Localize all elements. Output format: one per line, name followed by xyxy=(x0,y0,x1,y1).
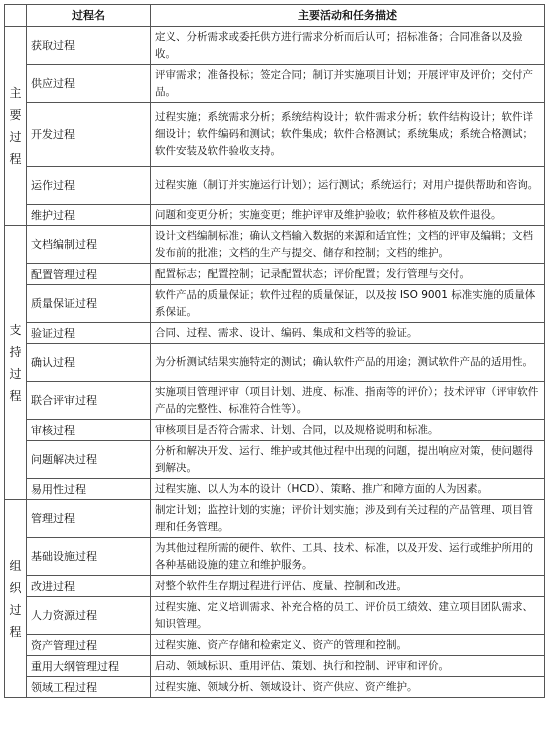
table-row xyxy=(5,576,545,597)
table-row xyxy=(5,226,545,264)
table-row xyxy=(5,323,545,344)
process-description: 评审需求；准备投标；签定合同；制订并实施项目计划；开展评审及评价；交付产品。 xyxy=(151,65,545,103)
table-row xyxy=(5,441,545,479)
process-description: 软件产品的质量保证；软件过程的质量保证，以及按 ISO 9001 标准实施的质量体系保证。 xyxy=(151,285,545,323)
table-row xyxy=(5,677,545,698)
process-name: 联合评审过程 xyxy=(27,382,151,420)
process-description: 过程实施（制订并实施运行计划）；运行测试；系统运行；对用户提供帮助和咨询。 xyxy=(151,167,545,205)
process-description: 制定计划；监控计划的实施；评价计划实施；涉及到有关过程的产品管理、项目管理和任务管理。 xyxy=(151,500,545,538)
process-name: 验证过程 xyxy=(27,323,151,344)
process-description: 过程实施、资产存储和检索定义、资产的管理和控制。 xyxy=(151,635,545,656)
process-description: 过程实施、以人为本的设计（HCD）、策略、推广和障方面的人为因素。 xyxy=(151,479,545,500)
table-row xyxy=(5,500,545,538)
process-description: 问题和变更分析；实施变更；维护评审及维护验收；软件移植及软件退役。 xyxy=(151,205,545,226)
group-label-primary: 主 要 过 程 xyxy=(5,27,27,226)
table-row xyxy=(5,635,545,656)
process-name: 基础设施过程 xyxy=(27,538,151,576)
process-name: 资产管理过程 xyxy=(27,635,151,656)
table-row xyxy=(5,382,545,420)
table-row xyxy=(5,65,545,103)
process-description: 过程实施、领域分析、领域设计、资产供应、资产维护。 xyxy=(151,677,545,698)
process-description: 配置标志；配置控制；记录配置状态；评价配置；发行管理与交付。 xyxy=(151,264,545,285)
process-name: 开发过程 xyxy=(27,103,151,167)
process-description: 过程实施；系统需求分析；系统结构设计；软件需求分析；软件结构设计；软件详细设计；软件编码和测试；软件集成；软件合格测试；系统集成；系统合格测试；软件安装及软件验收支持。 xyxy=(151,103,545,167)
process-description: 定义、分析需求或委托供方进行需求分析而后认可；招标准备；合同准备以及验收。 xyxy=(151,27,545,65)
process-description: 过程实施、定义培训需求、补充合格的员工、评价员工绩效、建立项目团队需求、知识管理。 xyxy=(151,597,545,635)
table-row xyxy=(5,420,545,441)
process-description: 合同、过程、需求、设计、编码、集成和文档等的验证。 xyxy=(151,323,545,344)
process-name: 维护过程 xyxy=(27,205,151,226)
process-name: 供应过程 xyxy=(27,65,151,103)
process-description: 审核项目是否符合需求、计划、合同，以及规格说明和标准。 xyxy=(151,420,545,441)
process-name: 文档编制过程 xyxy=(27,226,151,264)
header-blank xyxy=(5,5,27,27)
table-row xyxy=(5,167,545,205)
process-description: 为其他过程所需的硬件、软件、工具、技术、标准，以及开发、运行或维护所用的各种基础设施的建立和维护服务。 xyxy=(151,538,545,576)
table-row xyxy=(5,27,545,65)
group-label-supporting: 支 持 过 程 xyxy=(5,226,27,500)
header-process-name: 过程名 xyxy=(27,5,151,27)
table-row xyxy=(5,479,545,500)
process-description: 设计文档编制标准；确认文档输入数据的来源和适宜性；文档的评审及编辑；文档发布前的批准；文档的生产与提交、储存和控制；文档的维护。 xyxy=(151,226,545,264)
table-header-row xyxy=(5,5,545,27)
table-row xyxy=(5,656,545,677)
process-name: 质量保证过程 xyxy=(27,285,151,323)
process-description: 为分析测试结果实施特定的测试；确认软件产品的用途；测试软件产品的适用性。 xyxy=(151,344,545,382)
process-name: 审核过程 xyxy=(27,420,151,441)
process-table xyxy=(4,4,545,698)
process-name: 配置管理过程 xyxy=(27,264,151,285)
process-name: 人力资源过程 xyxy=(27,597,151,635)
header-description: 主要活动和任务描述 xyxy=(151,5,545,27)
process-name: 问题解决过程 xyxy=(27,441,151,479)
process-description: 分析和解决开发、运行、维护或其他过程中出现的问题，提出响应对策，使问题得到解决。 xyxy=(151,441,545,479)
table-row xyxy=(5,285,545,323)
process-description: 实施项目管理评审（项目计划、进度、标准、指南等的评价）；技术评审（评审软件产品的完整性、标准符合性等）。 xyxy=(151,382,545,420)
process-name: 确认过程 xyxy=(27,344,151,382)
process-description: 对整个软件生存期过程进行评估、度量、控制和改进。 xyxy=(151,576,545,597)
table-row xyxy=(5,205,545,226)
process-name: 改进过程 xyxy=(27,576,151,597)
process-name: 运作过程 xyxy=(27,167,151,205)
table-row xyxy=(5,264,545,285)
process-name: 易用性过程 xyxy=(27,479,151,500)
process-description: 启动、领域标识、重用评估、策划、执行和控制、评审和评价。 xyxy=(151,656,545,677)
process-name: 获取过程 xyxy=(27,27,151,65)
process-name: 管理过程 xyxy=(27,500,151,538)
group-label-organizational: 组 织 过 程 xyxy=(5,500,27,698)
table-row xyxy=(5,103,545,167)
table-row xyxy=(5,538,545,576)
table-row xyxy=(5,344,545,382)
process-name: 领域工程过程 xyxy=(27,677,151,698)
table-row xyxy=(5,597,545,635)
process-name: 重用大纲管理过程 xyxy=(27,656,151,677)
